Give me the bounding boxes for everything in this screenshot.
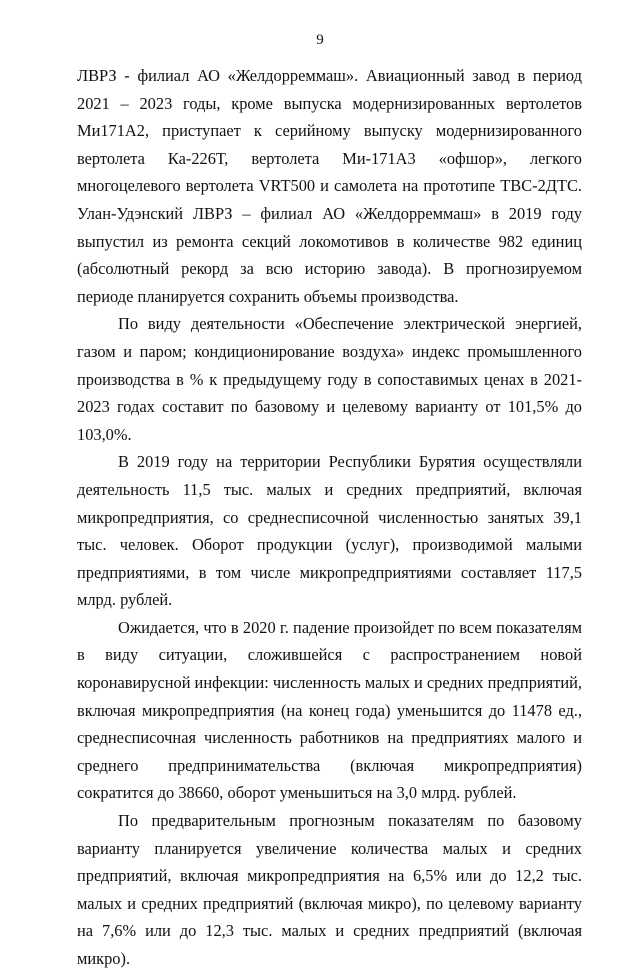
paragraph-2020-decline: Ожидается, что в 2020 г. падение произойдет по всем показателям в виду ситуации, сложившейся с распространением новой коронавирусной инфекции: численность малых и средних предприятий, включая микропредприятия (на конец года) уменьшится до 11478 ед., среднесписочная численность работников на предприятиях малого и среднего предпринимательства (включая микропредприятия) сократится до 38660, оборот уменьшиться на 3,0 млрд. рублей. <box>77 617 583 803</box>
paragraph-energy-supply: По виду деятельности «Обеспечение электрической энергией, газом и паром; кондиционирование воздуха» индекс промышленного производства в % к предыдущему году в сопоставимых ценах в 2021-2023 годах составит по базовому и целевому варианту от 101,5% до 103,0%. <box>77 314 582 444</box>
paragraph-small-business-2019: В 2019 году на территории Республики Бурятия осуществляли деятельность 11,5 тыс. малых и средних предприятий, включая микропредприятия, со среднесписочной численностью занятых 39,1 тыс. человек. Оборот продукции (услуг), производимой малыми предприятиями, в том числе микропредприятиями составляет 117,5 млрд. рублей. <box>77 452 582 610</box>
page-number: 9 <box>316 32 324 48</box>
paragraph-forecast: По предварительным прогнозным показателям по базовому варианту планируется увеличение количества малых и средних предприятий, включая микропредприятия на 6,5% или до 12,2 тыс. малых и средних предприятий (включая микро), по целевому варианту на 7,6% или до 12,3 тыс. малых и средних предприятий (включая микро). <box>77 811 582 968</box>
paragraph-aviation-plant: ЛВРЗ - филиал АО «Желдорреммаш». Авиационный завод в период 2021 – 2023 годы, кроме выпуска модернизированных вертолетов Ми171А2, приступает к серийному выпуску модернизированного вертолета Ка-226Т, вертолета Ми-171А3 «офшор», легкого многоцелевого вертолета VRT500 и самолета на прототипе ТВС-2ДТС. Улан-Удэнский ЛВРЗ – филиал АО «Желдорреммаш» в 2019 году выпустил из ремонта секций локомотивов в количестве 982 единиц (абсолютный рекорд за всю историю завода). В прогнозируемом периоде планируется сохранить объемы производства. <box>77 66 582 306</box>
document-body <box>77 62 582 973</box>
